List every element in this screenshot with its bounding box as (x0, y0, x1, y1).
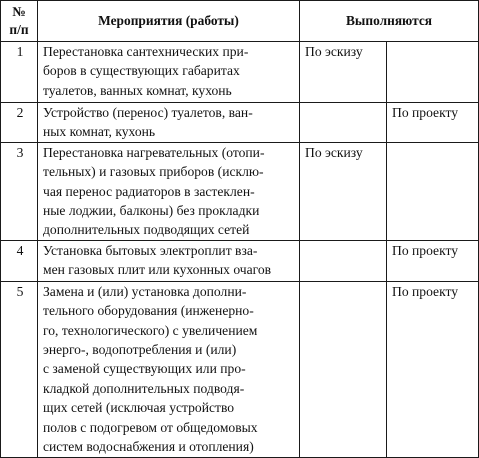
row-by-project: По проекту (387, 281, 479, 457)
description-line: боров в существующих габаритах (43, 63, 240, 79)
row-number: 5 (1, 281, 38, 457)
row-by-sketch: По эскизу (300, 42, 387, 103)
description-line: систем водоснабжения и отопления) (43, 439, 254, 455)
description-line: тельного оборудования (инженерно- (43, 303, 254, 319)
description-line: Замена и (или) установка дополни- (43, 283, 247, 299)
description-line: кладкой дополнительных подводя- (43, 380, 245, 396)
table-row (1, 281, 479, 457)
description-line: ные лоджии, балконы) без прокладки (43, 203, 260, 219)
description-line: туалетов, ванных комнат, кухонь (43, 82, 232, 98)
row-by-project: По проекту (387, 240, 479, 281)
header-number (1, 1, 38, 42)
row-by-project (387, 142, 479, 240)
description-line: Перестановка сантехнических при- (43, 44, 249, 59)
row-description (38, 240, 300, 281)
table-row (1, 142, 479, 240)
description-line: Устройство (перенос) туалетов, ван- (43, 105, 253, 120)
description-line: с заменой существующих или про- (43, 361, 246, 377)
row-number: 1 (1, 42, 38, 103)
row-description (38, 142, 300, 240)
description-line: ных комнат, кухонь (43, 124, 156, 140)
description-line: тельных) и газовых приборов (исклю- (43, 164, 264, 180)
header-number-symbol: № (12, 4, 26, 19)
header-number-label: п/п (9, 22, 29, 37)
table-row (1, 42, 479, 103)
row-number: 2 (1, 103, 38, 143)
row-description (38, 281, 300, 457)
row-by-sketch (300, 240, 387, 281)
description-line: полов с подогревом от общедомовых (43, 419, 258, 435)
row-description (38, 103, 300, 143)
description-line: Установка бытовых электроплит вза- (43, 242, 258, 258)
row-by-sketch: По эскизу (300, 142, 387, 240)
header-activities: Мероприятия (работы) (38, 1, 300, 42)
description-line: энерго-, водопотребления и (или) (43, 342, 237, 358)
row-number: 4 (1, 240, 38, 281)
header-performed: Выполняются (300, 1, 479, 42)
header-row (1, 1, 479, 42)
description-line: чая перенос радиаторов в застеклен- (43, 183, 255, 199)
description-line: щих сетей (исключая устройство (43, 400, 235, 416)
description-line: мен газовых плит или кухонных очагов (43, 262, 272, 278)
row-by-sketch (300, 281, 387, 457)
description-line: го, технологического) с увеличением (43, 322, 258, 338)
row-number: 3 (1, 142, 38, 240)
table-row (1, 240, 479, 281)
description-line: Перестановка нагревательных (отопи- (43, 144, 265, 160)
row-by-project: По проекту (387, 103, 479, 143)
row-description (38, 42, 300, 103)
row-by-project (387, 42, 479, 103)
table-row (1, 103, 479, 143)
description-line: дополнительных подводящих сетей (43, 222, 250, 238)
row-by-sketch (300, 103, 387, 143)
